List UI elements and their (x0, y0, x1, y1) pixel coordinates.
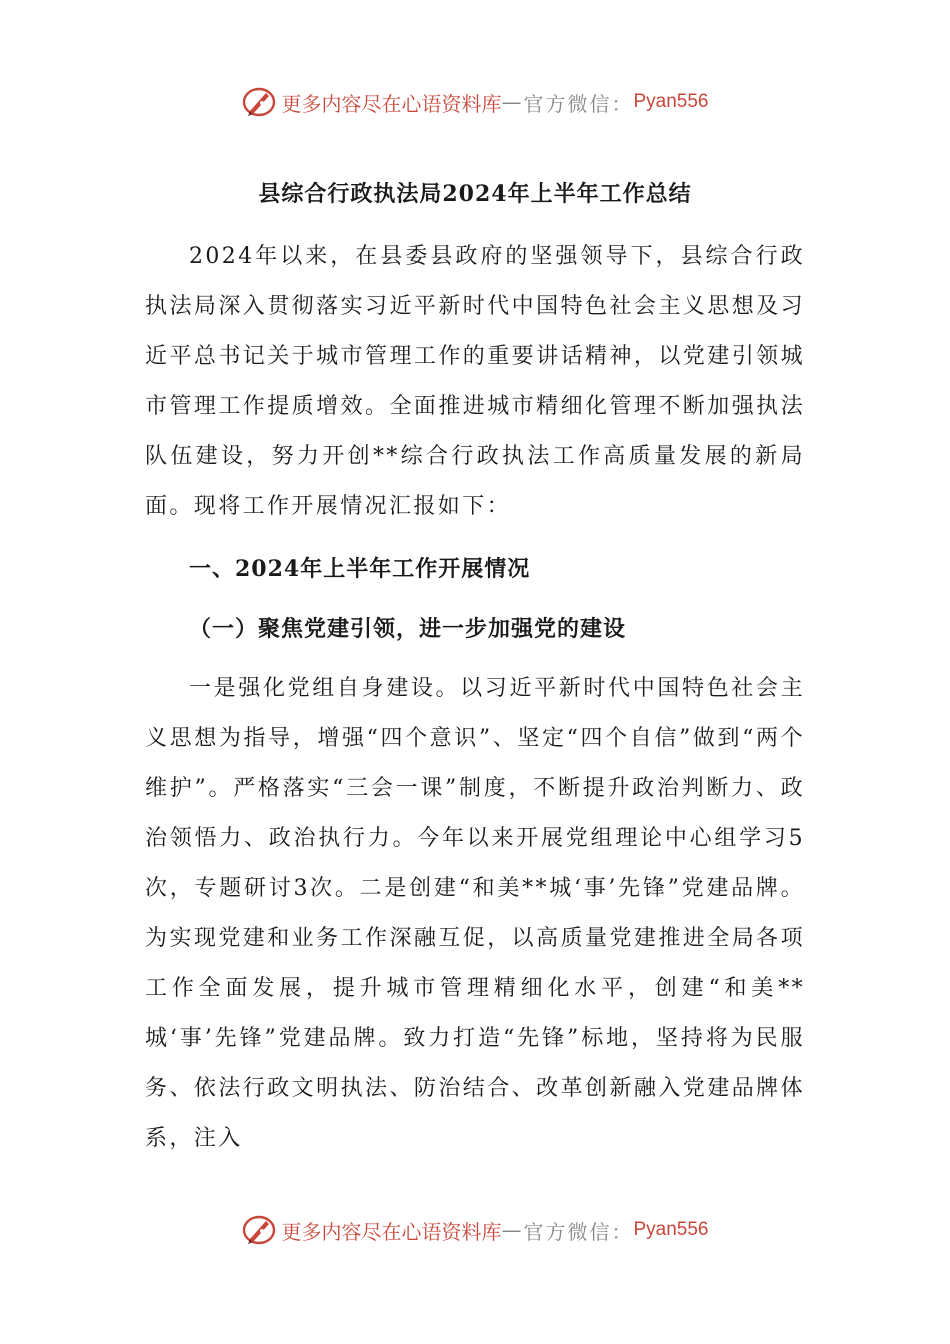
header-banner (0, 82, 950, 122)
pen-logo-icon (241, 84, 277, 120)
pen-logo-icon (241, 1212, 277, 1248)
subsection-heading: （一）聚焦党建引领，进一步加强党的建设 (189, 616, 627, 642)
body-paragraph: 一是强化党组自身建设。以习近平新时代中国特色社会主义思想为指导，增强“四个意识”、坚定“四个自信”做到“两个维护”。严格落实“三会一课”制度，不断提升政治判断力、政治领悟力、政治执行力。今年以来开展党组理论中心组学习5次，专题研讨3次。二是创建“和美**城‘事’先锋”党建品牌。为实现党建和业务工作深融互促，以高质量党建推进全局各项工作全面发展，提升城市管理精细化水平，创建“和美**城‘事’先锋”党建品牌。致力打造“先锋”标地，坚持将为民服务、依法行政文明执法、防治结合、改革创新融入党建品牌体系，注入 (145, 676, 805, 1151)
banner-middle-text: 官方微信： (523, 91, 634, 116)
banner-wechat-id: Pyan556 (633, 1219, 709, 1240)
intro-paragraph: 2024年以来，在县委县政府的坚强领导下，县综合行政执法局深入贯彻落实习近平新时代中国特色社会主义思想及习近平总书记关于城市管理工作的重要讲话精神，以党建引领城市管理工作提质增效。全面推进城市精细化管理不断加强执法队伍建设，努力开创**综合行政执法工作高质量发展的新局面。现将工作开展情况汇报如下： (145, 244, 805, 519)
document-body (145, 232, 805, 1164)
document-title: 县综合行政执法局2024年上半年工作总结 (258, 181, 692, 207)
banner-dash: — (501, 1218, 524, 1242)
banner-left-text: 更多内容尽在心语资料库 (281, 91, 502, 116)
banner-middle-text: 官方微信： (523, 1219, 634, 1244)
banner-dash: — (501, 90, 524, 114)
banner-wechat-id: Pyan556 (633, 91, 709, 112)
footer-banner (0, 1210, 950, 1250)
section-heading: 一、2024年上半年工作开展情况 (189, 556, 531, 582)
banner-left-text: 更多内容尽在心语资料库 (281, 1219, 502, 1244)
